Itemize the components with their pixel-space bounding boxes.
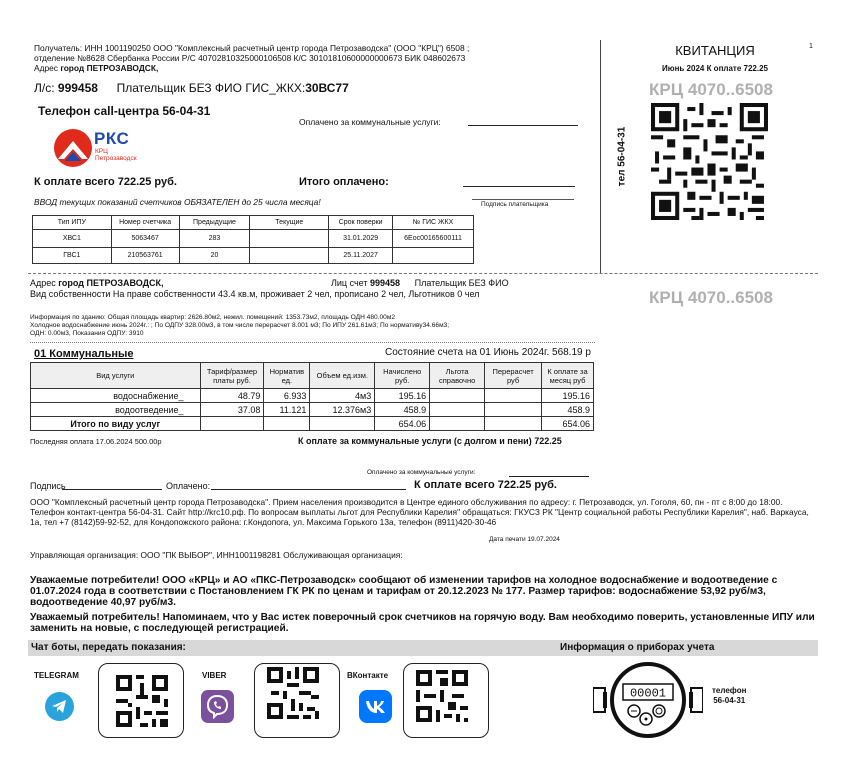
paid-utilities-label: Оплачено за коммунальные услуги: xyxy=(299,117,441,127)
telegram-icon[interactable] xyxy=(45,692,74,721)
ownership-info: Вид собственности На праве собственности 43.4 кв.м, проживает 2 чел, прописано 2 чел, Льготников 0 чел xyxy=(30,289,480,299)
signature-field xyxy=(62,489,162,490)
meter-digits: 00001 xyxy=(629,686,667,701)
meters-row: ГВС1 210563761 20 25.11.2027 xyxy=(33,248,474,264)
meters-col-current: Текущие xyxy=(250,216,329,230)
current-reading-input[interactable] xyxy=(250,248,329,264)
telegram-qr-code xyxy=(116,675,168,727)
building-info: Информация по зданию: Общая площадь квартир: 2626.80м2, нежил. помещений: 1353.73м2, площадь ОДН 480.00м2 Холодное водоснабжение июнь 2024г.: ; По ОДПУ 328.00м3, в том числе перерасчет 8.001 м3; По ИПУ 261.61м3; По нормативу34.66м3; ОДН: 0.00м3, Показания ОДПУ: 3910 xyxy=(30,314,450,337)
payer-signature-label: Подпись плательщика xyxy=(481,201,549,208)
meter-info-label: Информация о приборах учета xyxy=(560,642,715,653)
stub-period: Июнь 2024 К оплате 722.25 xyxy=(662,64,768,73)
to-pay-total-bottom: К оплате всего 722.25 руб. xyxy=(414,479,557,491)
bottom-bar xyxy=(28,640,818,656)
to-pay-total-top: К оплате всего 722.25 руб. xyxy=(34,176,177,188)
stub-krc-code: КРЦ 4070..6508 xyxy=(649,80,773,99)
current-reading-input[interactable] xyxy=(250,230,329,248)
recipient-info xyxy=(34,43,594,73)
paid-small-label: Оплачено за коммунальные услуги: xyxy=(367,469,476,476)
total-paid-label: Итого оплачено: xyxy=(299,176,389,188)
stub-divider xyxy=(600,40,601,274)
services-header-row: Вид услуги Тариф/размер платы руб. Норматив ед. Объем ед.изм. Начислено руб. Льгота справочно Перерасчет руб К оплате за месяц руб xyxy=(31,363,594,389)
call-center-phone: Телефон call-центра 56-04-31 xyxy=(38,104,211,118)
meters-col-previous: Предыдущие xyxy=(179,216,250,230)
paid-small-line xyxy=(509,476,589,477)
account-line: Л/с: 999458 Плательщик БЕЗ ФИО ГИС_ЖКХ:30ВС77 xyxy=(34,81,349,95)
meter-phone: телефон 56-04-31 xyxy=(712,686,747,705)
signature-line xyxy=(472,199,574,200)
print-date: Дата печати 19.07.2024 xyxy=(489,536,560,543)
details-address: Адрес город ПЕТРОЗАВОДСК, xyxy=(30,278,164,288)
paid-utilities-line xyxy=(468,125,578,126)
telegram-qr[interactable] xyxy=(98,663,184,738)
pks-logo xyxy=(52,127,172,169)
meter-verification-notice: Уважаемый потребитель! Напоминаем, что у Вас истек поверочный срок счетчиков на горячую воду. Вам необходимо поверить, установленные ИПУ или заменить на новые, с последующей регистрацией. xyxy=(30,612,815,634)
cut-line xyxy=(28,273,818,274)
vk-label: ВКонтакте xyxy=(347,671,389,680)
meters-col-type: Тип ИПУ xyxy=(33,216,112,230)
viber-qr-code xyxy=(267,667,319,719)
last-payment: Последняя оплата 17.06.2024 500.00р xyxy=(30,437,162,446)
meters-col-verification: Срок поверки xyxy=(329,216,393,230)
paid-label: Оплачено: xyxy=(166,481,211,491)
stub-krc-code-2: КРЦ 4070..6508 xyxy=(649,288,773,307)
signature-label: Подпись xyxy=(30,481,66,491)
meters-col-gis: № ГИС ЖКХ xyxy=(393,216,474,230)
stub-page-number: 1 xyxy=(809,43,813,50)
logo-title: РКС xyxy=(94,129,130,148)
viber-icon[interactable] xyxy=(201,690,234,723)
management-org: Управляющая организация: ООО "ПК ВЫБОР", ИНН1001198281 Обслуживающая организация: xyxy=(30,550,403,560)
services-total-row: Итого по виду услуг 654.06 654.06 xyxy=(31,417,594,431)
recipient-line-1: Получатель: ИНН 1001190250 ООО "Комплексный расчетный центр города Петрозаводска" (ООО "КРЦ") 6508 ; xyxy=(34,43,470,53)
services-table xyxy=(30,362,594,431)
vk-qr-code xyxy=(416,670,468,722)
chatbots-label: Чат боты, передать показания: xyxy=(31,642,186,653)
meters-header-row xyxy=(33,216,474,230)
stub-title: КВИТАНЦИЯ xyxy=(675,43,755,58)
viber-qr[interactable] xyxy=(254,663,340,738)
total-paid-line xyxy=(463,186,575,187)
water-meter-icon xyxy=(593,662,703,738)
viber-label: VIBER xyxy=(202,671,227,680)
meters-col-number: Номер счетчика xyxy=(111,216,179,230)
account-state: Состояние счета на 01 Июнь 2024г. 568.19 р xyxy=(385,347,591,358)
organization-info: ООО "Комплексный расчетный центр города Петрозаводска". Прием населения производится в Центре единого обслуживания по адресу: г. Петрозаводск, ул. Гоголя, 60, пн - пт с 8:00 до 18:00. Телефон контакт-центра 56-04-31. Сайт http://krc10.рф. По вопросам выплаты льгот для Республики Карелия" обращаться: ГКУСЗ РК "Центр социальной работы Республики Карелия", наб. Варкауса, 1а, тел +7 (8142)59-92-52, для Кондопожского района: г.Кондопога, ул. Максима Горького 13а, телефон (8911)420-30-46 xyxy=(30,497,809,527)
logo-sub: КРЦ Петрозаводск xyxy=(95,148,137,162)
vertical-phone: тел 56-04-31 xyxy=(616,126,628,187)
details-account: Лиц счет 999458 Плательщик БЕЗ ФИО xyxy=(331,278,509,288)
recipient-address: Адрес город ПЕТРОЗАВОДСК, xyxy=(34,63,159,73)
paid-field xyxy=(211,489,406,490)
vk-qr[interactable] xyxy=(403,663,489,738)
meters-table xyxy=(32,215,474,264)
service-row: водоснабжение_ 48.79 6.933 4м3 195.16 195.16 xyxy=(31,389,594,403)
telegram-label: TELEGRAM xyxy=(34,671,79,680)
pks-logo-mark xyxy=(52,127,94,169)
tariff-notice: Уважаемые потребители! ООО «КРЦ» и АО «ПКС-Петрозаводск» сообщают об изменении тарифов на холодное водоснабжение и водоотведение с 01.07.2024 года в соответствии с Постановлением ГК РК по ценам и тарифам от 20.12.2023 № 177. Размер тарифов: водоснабжение 53,92 руб/м3, водоотведение 40,97 руб/м3. xyxy=(30,575,778,608)
details-divider xyxy=(30,342,595,343)
vk-icon[interactable] xyxy=(359,690,392,723)
service-row: водоотведение_ 37.08 11.121 12.376м3 458.9 458.9 xyxy=(31,403,594,417)
to-pay-with-debt: К оплате за коммунальные услуги (с долгом и пени) 722.25 xyxy=(298,436,562,446)
meters-row: ХВС1 5063467 283 31.01.2029 6Еос00165600111 xyxy=(33,230,474,248)
recipient-line-2: отделение №8628 Сбербанка России Р/С 40702810325000106508 К/С 30101810600000000673 БИК 048602673 xyxy=(34,53,466,63)
payment-qr-code xyxy=(651,103,768,220)
section-title: 01 Коммунальные xyxy=(34,348,134,360)
input-notice: ВВОД текущих показаний счетчиков ОБЯЗАТЕЛЕН до 25 числа месяца! xyxy=(34,197,321,207)
